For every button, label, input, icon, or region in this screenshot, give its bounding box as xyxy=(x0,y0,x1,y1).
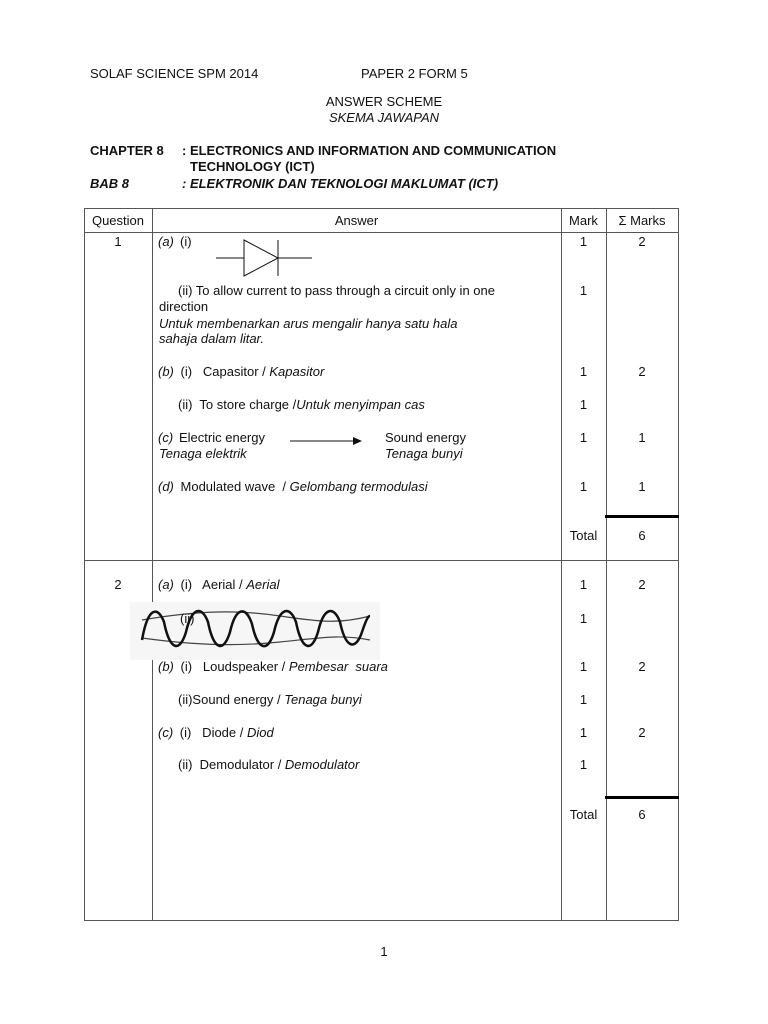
q2-a-prefix: (a) xyxy=(158,577,174,592)
q1-b-ii-row xyxy=(178,397,425,412)
q1-sum-marks: 2 xyxy=(638,234,646,249)
q2-a-i-text: (i) Aerial / xyxy=(180,577,247,592)
q1-mark: 1 xyxy=(579,430,588,445)
q1-b-ii-text: (ii) To store charge / xyxy=(178,397,297,412)
q2-mark: 1 xyxy=(579,611,588,626)
q1-d-row xyxy=(158,479,428,494)
q1-a-ii-line2: direction xyxy=(159,299,209,314)
q1-c-prefix: (c) xyxy=(158,430,174,445)
q2-b-prefix: (b) xyxy=(158,659,174,674)
q2-c-prefix: (c) xyxy=(158,725,174,740)
q1-c-to-malay: Tenaga bunyi xyxy=(385,446,463,461)
q2-c-ii-malay: Demodulator xyxy=(284,757,360,772)
q1-c-to: Sound energy xyxy=(385,430,466,445)
header-sum-marks: Σ Marks xyxy=(618,213,666,228)
chapter-title-malay: : ELEKTRONIK DAN TEKNOLOGI MAKLUMAT (ICT) xyxy=(182,176,499,191)
q1-sum-marks: 1 xyxy=(638,479,646,494)
q2-total: 6 xyxy=(638,807,646,822)
q1-c-from: Electric energy xyxy=(179,430,265,445)
question-1-number: 1 xyxy=(114,234,122,249)
header-left: SOLAF SCIENCE SPM 2014 xyxy=(90,66,259,81)
q2-a-ii-label: (ii) xyxy=(180,611,195,626)
q2-c-i-row xyxy=(158,725,274,740)
modulated-wave-icon xyxy=(130,602,380,660)
q1-c-from-malay: Tenaga elektrik xyxy=(159,446,247,461)
page-title-malay: SKEMA JAWAPAN xyxy=(328,110,440,125)
q2-c-ii-text: (ii) Demodulator / xyxy=(178,757,285,772)
q2-b-i-text: (i) Loudspeaker / xyxy=(180,659,289,674)
q2-mark: 1 xyxy=(579,725,588,740)
chapter-title-line2: TECHNOLOGY (ICT) xyxy=(190,159,315,174)
chapter-label: CHAPTER 8 xyxy=(90,143,164,158)
q1-mark: 1 xyxy=(579,283,588,298)
q1-a-ii-line1: (ii) To allow current to pass through a circuit only in one xyxy=(178,283,495,298)
q2-b-ii-row xyxy=(178,692,362,707)
q1-sum-marks: 1 xyxy=(638,430,646,445)
q1-d-prefix: (d) xyxy=(158,479,174,494)
q2-sum-marks: 2 xyxy=(638,725,646,740)
q2-mark: 1 xyxy=(579,692,588,707)
q2-b-ii-malay: Tenaga bunyi xyxy=(284,692,362,707)
q2-a-i-row xyxy=(158,577,280,592)
q1-a-ii-malay2: sahaja dalam litar. xyxy=(159,331,265,346)
energy-arrow-icon xyxy=(289,435,363,447)
q1-a-prefix: (a) xyxy=(158,234,174,249)
chapter-title-line1: : ELECTRONICS AND INFORMATION AND COMMUNICATION xyxy=(182,143,557,158)
q2-b-i-row xyxy=(158,659,388,674)
q1-mark: 1 xyxy=(579,397,588,412)
q2-mark: 1 xyxy=(579,577,588,592)
q1-b-ii-malay: Untuk menyimpan cas xyxy=(296,397,425,412)
q2-c-i-malay: Diod xyxy=(246,725,274,740)
header-question: Question xyxy=(91,213,145,228)
q1-b-prefix: (b) xyxy=(158,364,174,379)
q2-b-i-malay: Pembesar suara xyxy=(288,659,388,674)
q1-total-label: Total xyxy=(569,528,598,543)
page-number: 1 xyxy=(380,944,388,959)
header-mark: Mark xyxy=(569,213,598,228)
chapter-label-malay: BAB 8 xyxy=(90,176,130,191)
header-right: PAPER 2 FORM 5 xyxy=(361,66,468,81)
q2-sum-marks: 2 xyxy=(638,577,646,592)
q1-d-text: Modulated wave / xyxy=(180,479,290,494)
q2-c-ii-row xyxy=(178,757,359,772)
diode-symbol-icon xyxy=(214,238,314,280)
q1-total: 6 xyxy=(638,528,646,543)
page-title: ANSWER SCHEME xyxy=(325,94,443,109)
q1-a-i-label: (i) xyxy=(180,234,192,249)
q1-mark: 1 xyxy=(579,234,588,249)
q1-mark: 1 xyxy=(579,364,588,379)
q1-mark: 1 xyxy=(579,479,588,494)
q2-mark: 1 xyxy=(579,757,588,772)
question-2-number: 2 xyxy=(114,577,122,592)
q1-sum-marks: 2 xyxy=(638,364,646,379)
q2-a-i-malay: Aerial xyxy=(246,577,280,592)
q1-a-ii-malay1: Untuk membenarkan arus mengalir hanya satu hala xyxy=(159,316,458,331)
q1-b-i-malay: Kapasitor xyxy=(269,364,325,379)
q1-d-malay: Gelombang termodulasi xyxy=(289,479,428,494)
q2-sum-marks: 2 xyxy=(638,659,646,674)
header-answer: Answer xyxy=(334,213,379,228)
q2-mark: 1 xyxy=(579,659,588,674)
q1-b-i-text: (i) Capasitor / xyxy=(180,364,270,379)
q2-total-label: Total xyxy=(569,807,598,822)
q2-b-ii-text: (ii)Sound energy / xyxy=(178,692,285,707)
q1-b-i-row xyxy=(158,364,324,379)
q2-c-i-text: (i) Diode / xyxy=(179,725,247,740)
